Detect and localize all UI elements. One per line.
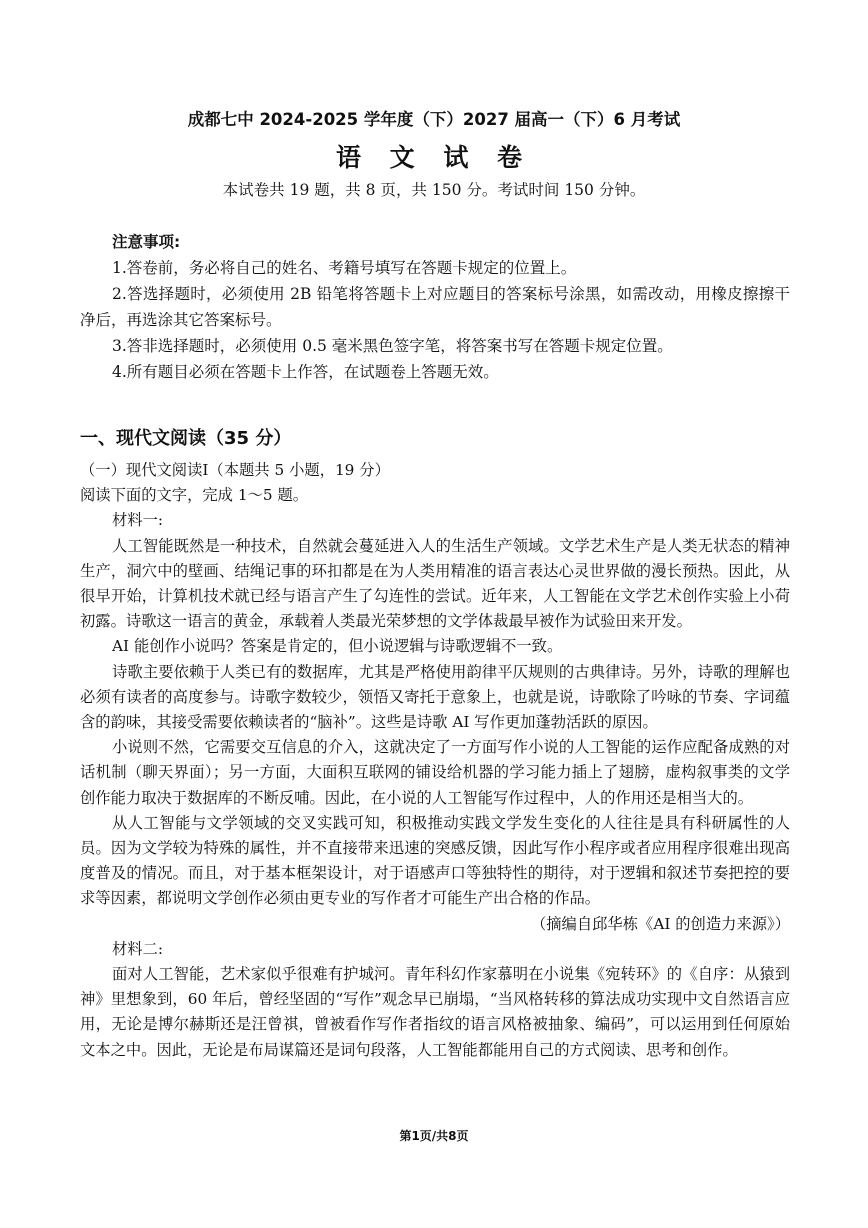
section-subheading: （一）现代文阅读Ⅰ（本题共 5 小题，19 分） bbox=[80, 461, 390, 479]
material-1-label: 材料一: bbox=[112, 511, 164, 530]
notes-heading: 注意事项: bbox=[112, 233, 181, 251]
material-2-paragraph-1: 面对人工智能，艺术家似乎很难有护城河。青年科幻作家慕明在小说集《宛转环》的《自序：从猿到神》里想象到，60 年后，曾经坚固的“写作”观念早已崩塌，“当风格转移的算法成功实现中文自然语言应用，无论是博尔赫斯还是汪曾祺，曾被看作写作者指纹的语言风格被抽象、编码”，可以运用到任何原始文本之中。因此，无论是布局谋篇还是词句段落，人工智能都能用自己的方式阅读、思考和创作。 bbox=[80, 965, 790, 1059]
note-item-1: 1.答卷前，务必将自己的姓名、考籍号填写在答题卡规定的位置上。 bbox=[112, 259, 577, 277]
material-2-label: 材料二: bbox=[112, 939, 164, 958]
exam-title: 成都七中 2024-2025 学年度（下）2027 届高一（下）6 月考试 bbox=[187, 110, 681, 129]
notes-section bbox=[80, 229, 790, 385]
exam-info: 本试卷共 19 题，共 8 页，共 150 分。考试时间 150 分钟。 bbox=[222, 181, 646, 199]
material-1-paragraph-3: 诗歌主要依赖于人类已有的数据库，尤其是严格使用韵律平仄规则的古典律诗。另外，诗歌的理解也必须有读者的高度参与。诗歌字数较少，领悟又寄托于意象上，也就是说，诗歌除了吟咏的节奏、字词蕴含的韵味，其接受需要依赖读者的“脑补”。这些是诗歌 AI 写作更加蓬勃活跃的原因。 bbox=[80, 662, 790, 732]
note-item-2: 2.答选择题时，必须使用 2B 铅笔将答题卡上对应题目的答案标号涂黑，如需改动，用橡皮擦擦干净后，再选涂其它答案标号。 bbox=[80, 285, 790, 329]
section-heading: 一、现代文阅读（35 分） bbox=[80, 428, 292, 449]
note-item-3: 3.答非选择题时，必须使用 0.5 毫米黑色签字笔，将答案书写在答题卡规定位置。 bbox=[112, 337, 673, 355]
subject-title: 语 文 试 卷 bbox=[335, 143, 533, 172]
material-1-paragraph-5: 从人工智能与文学领域的交叉实践可知，积极推动实践文学发生变化的人往往是具有科研属性的人员。因为文学较为特殊的属性，并不直接带来迅速的突感反馈，因此写作小程序或者应用程序很难出现高度普及的情况。而且，对于基本框架设计，对于语感声口等独特性的期待，对于逻辑和叙述节奏把控的要求等因素，都说明文学创作必须由更专业的写作者才可能生产出合格的作品。 bbox=[80, 813, 790, 908]
reading-body bbox=[80, 458, 790, 1063]
material-1-paragraph-2: AI 能创作小说吗？答案是肯定的，但小说逻辑与诗歌逻辑不一致。 bbox=[112, 637, 563, 656]
page-number: 第1页/共8页 bbox=[399, 1129, 469, 1143]
material-1-paragraph-4: 小说则不然，它需要交互信息的介入，这就决定了一方面写作小说的人工智能的运作应配备成熟的对话机制（聊天界面）；另一方面，大面积互联网的铺设给机器的学习能力插上了翅膀，虚构叙事类的文学创作能力取决于数据库的不断反哺。因此，在小说的人工智能写作过程中，人的作用还是相当大的。 bbox=[80, 738, 790, 807]
material-1-paragraph-1: 人工智能既然是一种技术，自然就会蔓延进入人的生活生产领域。文学艺术生产是人类无状态的精神生产，洞穴中的壁画、结绳记事的环扣都是在为人类用精准的语言表达心灵世界做的漫长预热。因此，从很早开始，计算机技术就已经与语言产生了勾连性的尝试。近年来，人工智能在文学艺术创作实验上小荷初露。诗歌这一语言的黄金，承载着人类最光荣梦想的文学体裁最早被作为试验田来开发。 bbox=[80, 536, 790, 631]
note-item-4: 4.所有题目必须在答题卡上作答，在试题卷上答题无效。 bbox=[112, 363, 499, 381]
material-1-source: （摘编自邱华栋《AI 的创造力来源》） bbox=[530, 914, 790, 933]
section-instruction: 阅读下面的文字，完成 1～5 题。 bbox=[80, 486, 309, 505]
